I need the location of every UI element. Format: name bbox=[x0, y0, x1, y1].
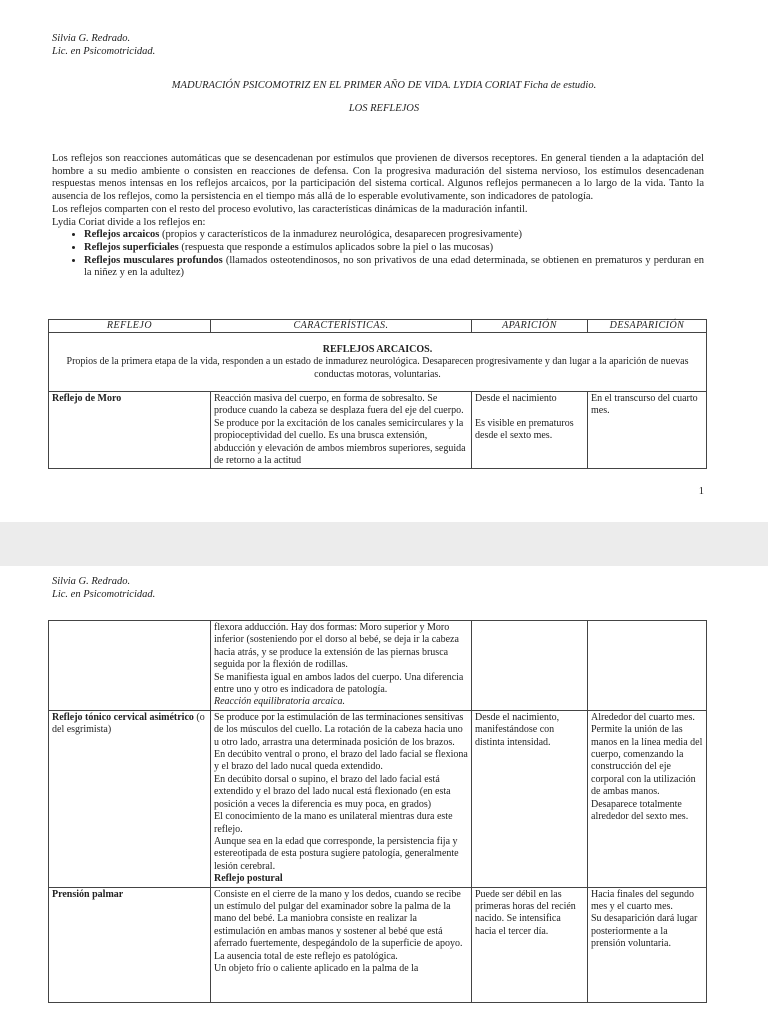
header-title: Lic. en Psicomotricidad. bbox=[52, 588, 156, 600]
header-author: Silvia G. Redrado. bbox=[52, 576, 131, 587]
table-header-row bbox=[49, 320, 707, 333]
reflex-name: Prensión palmar bbox=[52, 888, 124, 900]
column-header: APARICIÓN bbox=[472, 320, 588, 333]
header-title: Lic. en Psicomotricidad. bbox=[52, 45, 156, 57]
list-item-desc: (llamados osteotendinosos, no son privativos de una edad determinada, se obtienen en prematuros y perduran en la niñez y en la adultez) bbox=[84, 254, 704, 279]
column-header: REFLEJO bbox=[49, 320, 211, 333]
table-row bbox=[49, 621, 707, 711]
list-item-desc: (respuesta que responde a estímulos aplicados sobre la piel o las mucosas) bbox=[178, 241, 494, 253]
list-item-term: Reflejos musculares profundos bbox=[84, 254, 223, 266]
header-author: Silvia G. Redrado. bbox=[52, 33, 131, 44]
reflex-note: Reflejo postural bbox=[214, 873, 283, 885]
table-row bbox=[49, 887, 707, 1002]
reflexes-table-continued bbox=[48, 620, 707, 1003]
reflex-name: Reflejo de Moro bbox=[52, 393, 122, 404]
reflex-disappearance: Alrededor del cuarto mes. Permite la unión de las manos en la línea media del cuerpo, comenzando la construcción del eje corporal con la utilización de ambas manos. Desaparece totalmente alrededor del sexto mes. bbox=[591, 711, 703, 823]
reflex-disappearance: En el transcurso del cuarto mes. bbox=[591, 393, 698, 417]
page-separator bbox=[0, 522, 768, 566]
page-header bbox=[52, 33, 155, 58]
list-item bbox=[84, 255, 704, 280]
reflex-types-list bbox=[52, 229, 704, 280]
document-title bbox=[0, 80, 768, 91]
intro-text bbox=[52, 153, 704, 280]
intro-paragraph: Lydia Coriat divide a los reflejos en: bbox=[52, 216, 206, 228]
list-item-term: Reflejos superficiales bbox=[84, 241, 179, 253]
reflex-appearance: Desde el nacimiento Es visible en prematuros desde el sexto mes. bbox=[475, 393, 574, 442]
table-row bbox=[49, 392, 707, 469]
reflex-disappearance: Hacia finales del segundo mes y el cuarto mes. Su desaparición dará lugar posteriormente a la prensión voluntaria. bbox=[591, 888, 698, 950]
list-item-desc: (propios y característicos de la inmadurez neurológica, desaparecen progresivamente) bbox=[159, 229, 522, 241]
table-section-row bbox=[49, 333, 707, 392]
column-header: DESAPARICIÓN bbox=[588, 320, 707, 333]
reflexes-table bbox=[48, 319, 707, 469]
table-row bbox=[49, 710, 707, 887]
document-page-2 bbox=[0, 566, 768, 1024]
intro-paragraph: Los reflejos son reacciones automáticas que se desencadenan por estímulos que provienen de diversos receptores. En general tienden a la adaptación del hombre a su medio ambiente o consisten en reacciones de defensa. Con la progresiva maduración del sistema nervioso, los estímulos desencadenan respuestas menos intensas en los reflejos arcaicos, por la participación del sistema cortical. Algunos reflejos permanecen a lo largo de la vida. Tanto la ausencia de los reflejos, como la persistencia en el tiempo más allá de lo esperable evolutivamente, son indicadores de patología. bbox=[52, 153, 704, 203]
reflex-characteristics: flexora adducción. Hay dos formas: Moro superior y Moro inferior (sosteniendo por el dorso al bebé, se deja ir la cabeza hacia atrás, y se produce la extensión de las piernas brusca seguida por la flexión de rodillas. Se manifiesta igual en ambos lados del cuerpo. Una diferencia entre uno y otro es indicadora de patología. bbox=[214, 622, 464, 696]
page-number: 1 bbox=[698, 486, 704, 497]
column-header: CARACTERÍSTICAS. bbox=[211, 320, 472, 333]
reflex-appearance: Puede ser débil en las primeras horas del recién nacido. Se intensifica hacia el tercer día. bbox=[475, 888, 576, 937]
document-subtitle: Ficha de estudio. bbox=[523, 80, 597, 91]
list-item bbox=[84, 242, 704, 255]
intro-paragraph: Los reflejos comparten con el resto del proceso evolutivo, las características dinámicas de la maduración infantil. bbox=[52, 203, 528, 215]
list-item-term: Reflejos arcaicos bbox=[84, 229, 160, 241]
reflex-characteristics: Consiste en el cierre de la mano y los dedos, cuando se recibe un estímulo del pulgar del examinador sobre la palma de la mano del bebé. La maniobra consiste en realizar la estimulación en ambas manos y sostener al bebé que está aferrado fuertemente, despegándolo de la superficie de apoyo. La ausencia total de este reflejo es patológica. Un objeto frío o caliente aplicado en la palma de la bbox=[214, 888, 463, 974]
section-description: Propios de la primera etapa de la vida, responden a un estado de inmadurez neurológica. Desaparecen progresivamente y dan lugar a la aparición de nuevas conductas motoras, voluntarias. bbox=[66, 356, 689, 380]
reflex-characteristics: Se produce por la estimulación de las terminaciones sensitivas de los músculos del cuello. La rotación de la cabeza hacia uno u otro lado, arrastra una determinada posición de los brazos. En decúbito ventral o prono, el brazo del lado facial se flexiona y el brazo del lado nucal queda extendido. En decúbito dorsal o supino, el brazo del lado facial está extendido y el brazo del lado nucal está flexionado (en esta posición a veces la diferencia es muy poca, en grados) El conocimiento de la mano es unilateral mientras dura este reflejo. Aunque sea en la edad que corresponde, la persistencia fija y estereotipada de esta postura sugiere patología, generalmente lesión cerebral. bbox=[214, 711, 468, 872]
list-item bbox=[84, 229, 704, 242]
reflex-name: Reflejo tónico cervical asimétrico bbox=[52, 711, 194, 723]
reflex-characteristics: Reacción masiva del cuerpo, en forma de sobresalto. Se produce cuando la cabeza se desplaza fuera del eje del cuerpo. Se produce por la excitación de los canales semicirculares y la propioceptividad del cuello. Es una brusca extensión, abducción y elevación de ambos miembros superiores, seguida de retorno a la actitud bbox=[214, 393, 466, 467]
reflex-name-suffix: (o del esgrimista) bbox=[52, 711, 205, 736]
page-header bbox=[52, 576, 155, 601]
document-title-main: MADURACIÓN PSICOMOTRIZ EN EL PRIMER AÑO DE VIDA. LYDIA CORIAT bbox=[171, 80, 521, 91]
section-heading: LOS REFLEJOS bbox=[348, 103, 420, 114]
section-title: REFLEJOS ARCAICOS. bbox=[322, 344, 433, 355]
reflex-appearance: Desde el nacimiento, manifestándose con distinta intensidad. bbox=[475, 711, 560, 748]
reflex-note: Reacción equilibratoria arcaica. bbox=[214, 696, 345, 708]
